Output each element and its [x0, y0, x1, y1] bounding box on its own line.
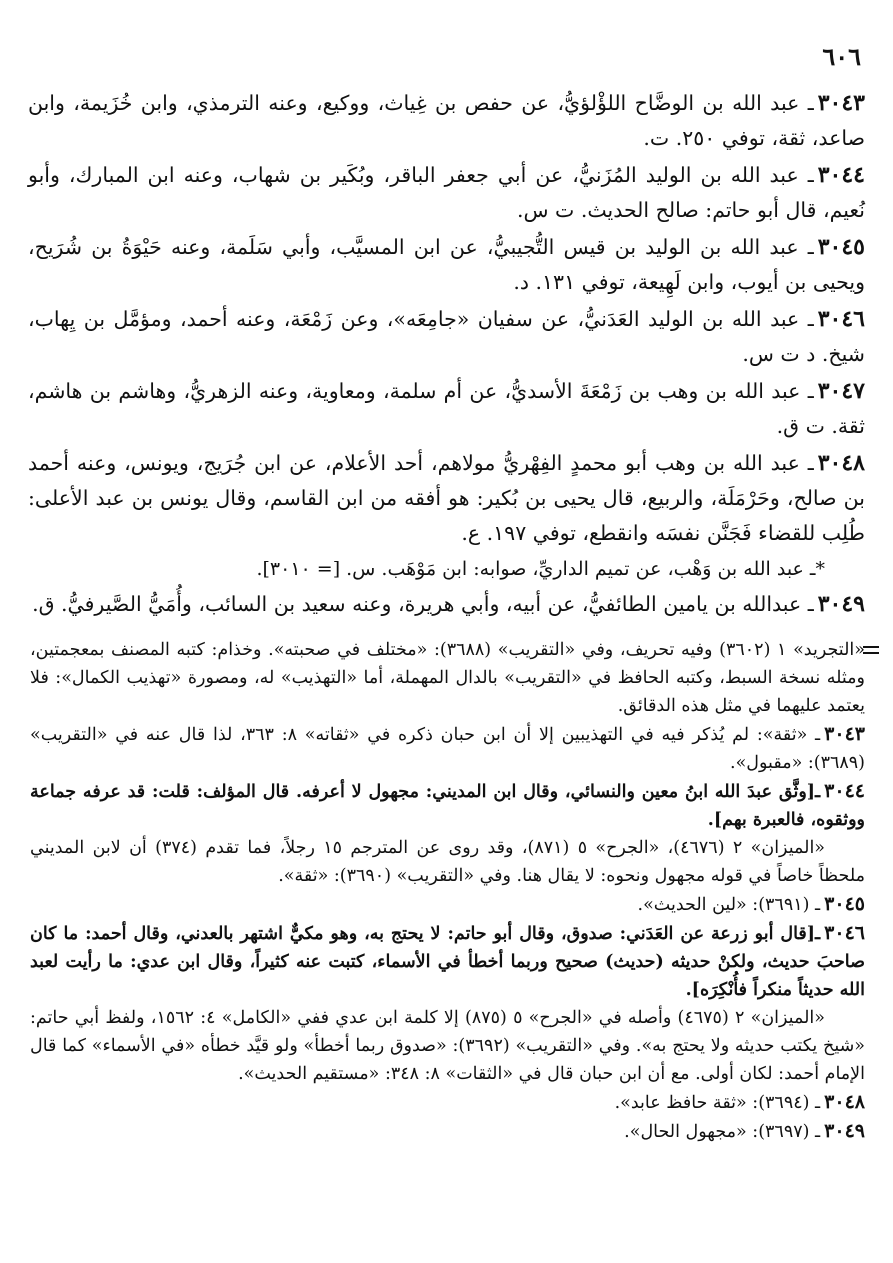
- footnote-3045: [30, 890, 865, 919]
- entry-number: ٣٠٤٨: [817, 450, 865, 476]
- footnote-text: ـ (٣٦٩٤): «ثقة حافظ عابد».: [614, 1093, 821, 1113]
- footnote-text: ـ[قال أبو زرعة عن العَدَني: صدوق، وقال أبو حاتم: لا يحتج به، وهو مكيٌّ اشتهر بالعدني، وقال أحمد: ما كان صاحبَ حديث، ولكنْ حديثه (حديث) صحيح وربما أخطأ في الأسماء، كتبت عنه كثيراً، وقال ابن عدي: ما رأيت لعبد الله حديثاً منكراً فأُنْكِرَه].: [30, 924, 865, 1000]
- footnote-3046-detail: [30, 1004, 865, 1088]
- footnote-3046: [30, 919, 865, 1004]
- main-entries: [28, 86, 865, 624]
- entry-3049: [28, 587, 865, 622]
- entry-text: ـ عبد الله بن الوليد المُزَنيُّ، عن أبي جعفر الباقر، وبُكَير بن شهاب، وعنه ابن المبارك، وأبو نُعيم، قال أبو حاتم: صالح الحديث. ت س.: [28, 163, 865, 222]
- footnote-text: «الميزان» ٢ (٤٦٧٥) وأصله في «الجرح» ٥ (٨٧٥) إلا كلمة ابن عدي ففي «الكامل» ٤: ١٥٦٢، ولفظ أبي حاتم: «شيخ يكتب حديثه ولا يحتج به». وفي «التقريب» (٣٦٩٢): «صدوق ربما أخطأ» ولو قيَّد خطأه «في الأسماء» كما قال الإمام أحمد: لكان أولى. مع أن ابن حبان قال في «الثقات» ٨: ٣٤٨: «مستقيم الحديث».: [30, 1008, 865, 1084]
- entry-number: ٣٠٤٥: [817, 234, 865, 260]
- footnote-text: «التجريد» ١ (٣٦٠٢) وفيه تحريف، وفي «التقريب» (٣٦٨٨): «مختلف في صحبته». وخذام: كتبه المصنف بمعجمتين، ومثله نسخة السبط، وكتبه الحافظ في «التقريب» بالدال المهملة، أما «التهذيب» له، ومصورة «تهذيب الكمال»: فلا يعتمد عليهما في مثل هذه الدقائق.: [30, 640, 865, 716]
- footnote-number: ٣٠٤٩: [824, 1120, 865, 1142]
- footnote-number: ٣٠٤٨: [824, 1091, 865, 1113]
- footnote-3043: [30, 720, 865, 777]
- footnote-text: ـ (٣٦٩١): «لين الحديث».: [637, 895, 821, 915]
- footnote-number: ٣٠٤٣: [824, 723, 865, 745]
- footnote-number: ٣٠٤٤: [824, 780, 865, 802]
- footnote-3044-detail: [30, 834, 865, 890]
- entry-number: ٣٠٤٦: [817, 306, 865, 332]
- entry-correction-note: [28, 553, 825, 585]
- entry-3043: [28, 86, 865, 156]
- footnote-3048: [30, 1088, 865, 1117]
- entry-3046: [28, 302, 865, 372]
- entry-3048: [28, 446, 865, 551]
- entry-text: ـ عبد الله بن وهب أبو محمدٍ الفِهْريُّ مولاهم، أحد الأعلام، عن ابن جُرَيج، ويونس، وعنه أحمد بن صالح، وحَرْمَلَة، والربيع، قال يحيى بن بُكير: هو أفقه من ابن القاسم، وقال يونس بن عبد الأعلى: طُلِب للقضاء فَجَنَّن نفسَه وانقطع، توفي ١٩٧. ع.: [28, 451, 865, 545]
- footnote-text: ـ[وثَّق عبدَ الله ابنُ معين والنسائي، وقال ابن المديني: مجهول لا أعرفه. قال المؤلف: قلت: قد عرفه جماعة ووثقوه، فالعبرة بهم].: [30, 782, 865, 830]
- entry-text: ـ عبد الله بن الوليد بن قيس التُّجيبيُّ، عن ابن المسيَّب، وأبي سَلَمة، وعنه حَيْوَةُ بن شُرَيح، ويحيى بن أيوب، وابن لَهِيعة، توفي ١٣١. د.: [28, 235, 865, 294]
- entry-text: *ـ عبد الله بن وَهْب، عن تميم الداريِّ، صوابه: ابن مَوْهَب. س. [= ٣٠١٠].: [256, 558, 825, 580]
- entry-number: ٣٠٤٤: [817, 162, 865, 188]
- footnote-number: ٣٠٤٥: [824, 893, 865, 915]
- footnote-number: ٣٠٤٦: [824, 922, 865, 944]
- footnote-3044: [30, 777, 865, 834]
- footnotes: [30, 636, 865, 1146]
- entry-text: ـ عبد الله بن الوضَّاح اللؤْلؤيُّ، عن حفص بن غِياث، ووكيع، وعنه الترمذي، وابن خُزَيمة، وابن صاعد، ثقة، توفي ٢٥٠. ت.: [28, 91, 865, 150]
- entry-text: ـ عبدالله بن يامين الطائفيُّ، عن أبيه، وأبي هريرة، وعنه سعيد بن السائب، وأُمَيُّ الصَّيرفيُّ. ق.: [32, 592, 814, 616]
- footnote-separator: [863, 646, 879, 658]
- entry-text: ـ عبد الله بن الوليد العَدَنيُّ، عن سفيان «جامِعَه»، وعن زَمْعَة، وعنه أحمد، ومؤمَّل بن يِهاب، شيخ. د ت س.: [28, 307, 865, 366]
- footnote-continued: [30, 636, 865, 720]
- footnote-text: «الميزان» ٢ (٤٦٧٦)، «الجرح» ٥ (٨٧١)، وقد روى عن المترجم ١٥ رجلاً، فما تقدم (٣٧٤) أن لابن المديني ملحظاً خاصاً في قوله مجهول ونحوه: لا يقال هنا. وفي «التقريب» (٣٦٩٠): «ثقة».: [30, 838, 865, 886]
- footnote-text: ـ (٣٦٩٧): «مجهول الحال».: [624, 1122, 821, 1142]
- footnote-text: ـ «ثقة»: لم يُذكر فيه في التهذيبين إلا أن ابن حبان ذكره في «ثقاته» ٨: ٣٦٣، لذا قال عنه في «التقريب» (٣٦٨٩): «مقبول».: [30, 725, 865, 773]
- entry-number: ٣٠٤٣: [817, 90, 865, 116]
- entry-number: ٣٠٤٩: [817, 591, 865, 617]
- entry-3045: [28, 230, 865, 300]
- entry-text: ـ عبد الله بن وهب بن زَمْعَةَ الأسديُّ، عن أم سلمة، ومعاوية، وعنه الزهريُّ، وهاشم بن هاشم، ثقة. ت ق.: [28, 379, 865, 438]
- footnote-3049: [30, 1117, 865, 1146]
- page-number: ٦٠٦: [822, 42, 861, 71]
- entry-3044: [28, 158, 865, 228]
- entry-3047: [28, 374, 865, 444]
- entry-number: ٣٠٤٧: [817, 378, 865, 404]
